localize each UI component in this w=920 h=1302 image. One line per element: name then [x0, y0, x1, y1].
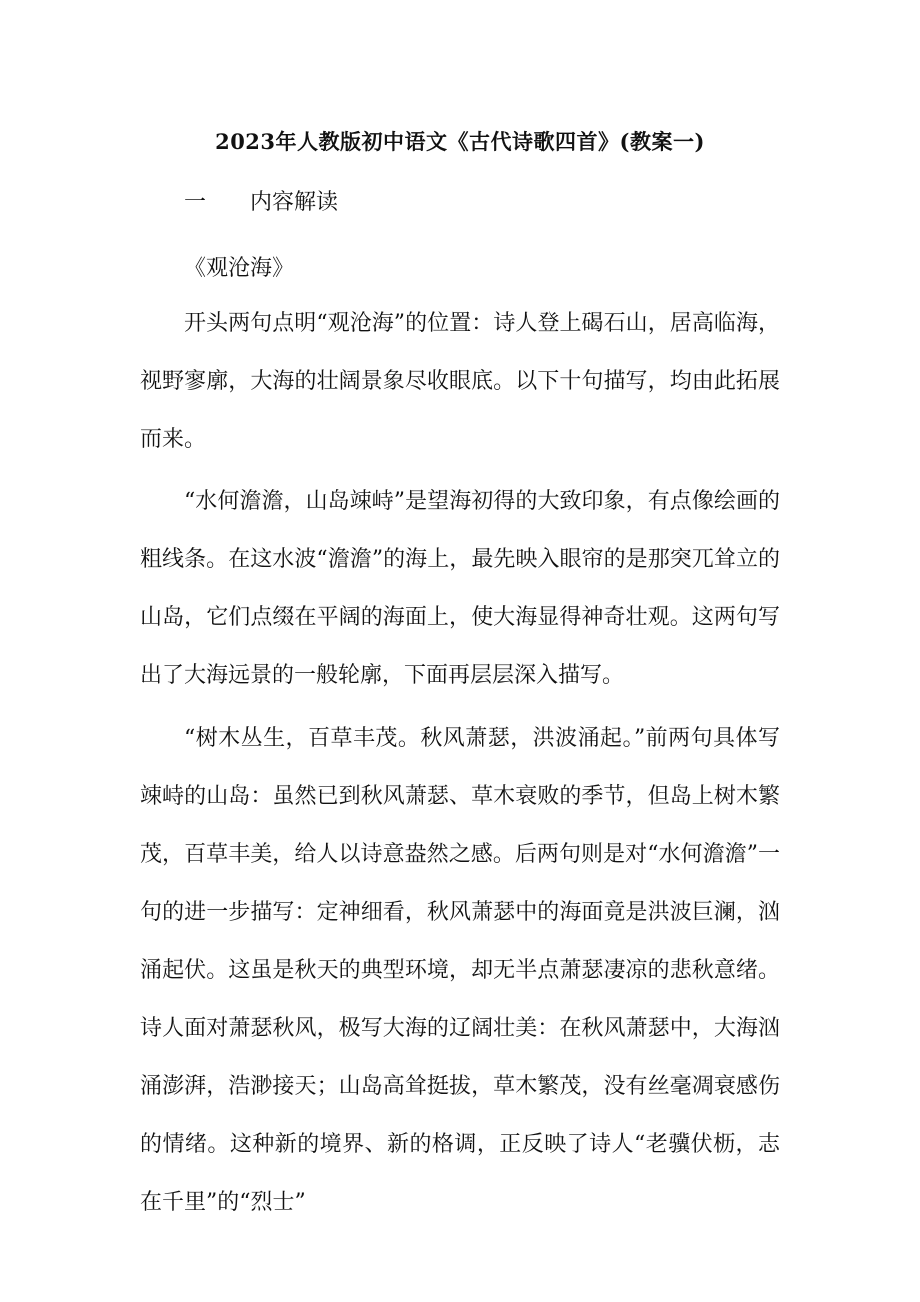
- section-heading: [184, 188, 338, 218]
- paragraph: “水何澹澹，山岛竦峙”是望海初得的大致印象，有点像绘画的粗线条。在这水波“澹澹”的海上，最先映入眼帘的是那突兀耸立的山岛，它们点缀在平阔的海面上，使大海显得神奇壮观。这两句写出了大海远景的一般轮廓，下面再层层深入描写。: [140, 489, 780, 688]
- paragraph: “树木丛生，百草丰茂。秋风萧瑟，洪波涌起。”前两句具体写竦峙的山岛：虽然已到秋风萧瑟、草木衰败的季节，但岛上树木繁茂，百草丰美，给人以诗意盎然之感。后两句则是对“水何澹澹”一句的进一步描写：定神细看，秋风萧瑟中的海面竟是洪波巨澜，汹涌起伏。这虽是秋天的典型环境，却无半点萧瑟凄凉的悲秋意绪。诗人面对萧瑟秋风，极写大海的辽阔壮美：在秋风萧瑟中，大海汹涌澎湃，浩渺接天；山岛高耸挺拔，草木繁茂，没有丝毫凋衰感伤的情绪。这种新的境界、新的格调，正反映了诗人“老骥伏枥，志在千里”的“烈士”: [140, 726, 780, 1215]
- document-title: 2023年人教版初中语文《古代诗歌四首》(教案一): [215, 129, 705, 154]
- section-heading-text: 内容解读: [250, 190, 339, 215]
- paragraph: 开头两句点明“观沧海”的位置：诗人登上碣石山，居高临海，视野寥廓，大海的壮阔景象尽收眼底。以下十句描写，均由此拓展而来。: [140, 311, 780, 452]
- poem-title: 《观沧海》: [184, 256, 295, 281]
- section-number: 一: [184, 190, 207, 215]
